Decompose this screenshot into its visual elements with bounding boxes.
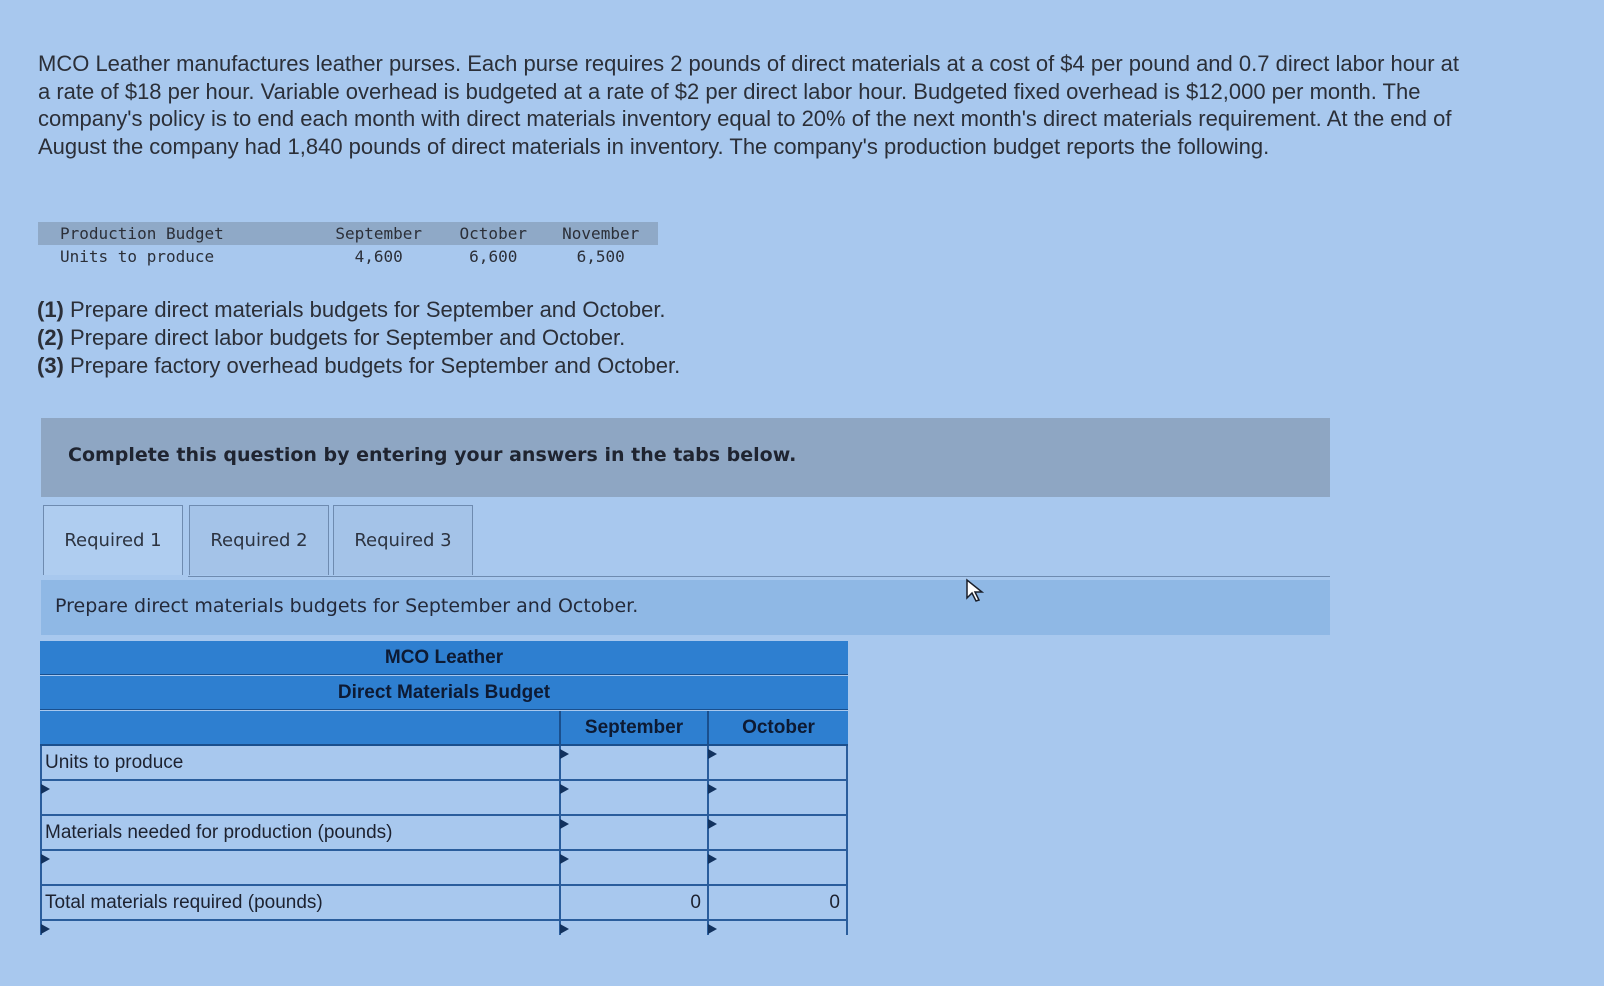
- dropdown-indicator-icon: [708, 819, 717, 829]
- dropdown-indicator-icon: [560, 854, 569, 864]
- dropdown-indicator-icon: [560, 819, 569, 829]
- row-label: Total materials required (pounds): [40, 886, 559, 919]
- tab-required-1[interactable]: Required 1: [43, 505, 183, 575]
- budget-row-blank-1: [40, 781, 848, 816]
- row-label: Materials needed for production (pounds): [40, 816, 559, 849]
- units-september: 4,600: [354, 247, 403, 266]
- mouse-pointer-icon: [965, 578, 985, 604]
- dropdown-indicator-icon: [560, 784, 569, 794]
- dropdown-indicator-icon: [560, 924, 569, 934]
- problem-text: MCO Leather manufactures leather purses. Each purse requires 2 pounds of direct materials at a cost of $4 per pound and 0.7 direct labor hour at a rate of $18 per hour. Variable overhead is budgeted at a rate of $2 per direct labor hour. Budgeted fixed overhead is $12,000 per month. The company's policy is to end each month with direct materials inventory equal to 20% of the next month's direct materials requirement. At the end of August the company had 1,840 pounds of direct materials in inventory. The company's production budget reports the following.: [38, 51, 1460, 159]
- budget-row-total-materials: [40, 886, 848, 921]
- month-october: October: [443, 222, 543, 245]
- banner-text: Complete this question by entering your answers in the tabs below.: [68, 444, 797, 466]
- budget-row-partial: [40, 921, 848, 935]
- production-budget-table: [38, 222, 658, 268]
- dropdown-indicator-icon: [708, 854, 717, 864]
- dropdown-indicator-icon: [708, 784, 717, 794]
- row-2-september-input[interactable]: [561, 781, 707, 814]
- row-4-september-input[interactable]: [561, 851, 707, 884]
- requirement-2: (2) Prepare direct labor budgets for September and October.: [37, 325, 626, 350]
- units-october: 6,600: [469, 247, 518, 266]
- row-4-label-input[interactable]: [45, 852, 559, 885]
- dropdown-indicator-icon: [560, 749, 569, 759]
- total-materials-september: 0: [690, 892, 701, 913]
- instruction-bar: [41, 580, 1330, 635]
- materials-needed-october-input[interactable]: [709, 816, 846, 849]
- production-budget-header: Production Budget: [38, 222, 314, 245]
- row-2-october-input[interactable]: [709, 781, 846, 814]
- units-to-produce-label: Units to produce: [60, 247, 215, 266]
- row-4-october-input[interactable]: [709, 851, 846, 884]
- col-header-october: October: [707, 711, 848, 746]
- instructions-banner: [41, 418, 1330, 497]
- direct-materials-budget: [40, 641, 848, 935]
- units-to-produce-october-input[interactable]: [709, 746, 846, 779]
- dropdown-indicator-icon: [708, 924, 717, 934]
- dropdown-indicator-icon: [41, 784, 50, 794]
- requirement-1: (1) Prepare direct materials budgets for September and October.: [37, 297, 666, 322]
- month-september: September: [314, 222, 443, 245]
- dropdown-indicator-icon: [41, 854, 50, 864]
- total-materials-october: 0: [829, 892, 840, 913]
- row-2-label-input[interactable]: [45, 782, 559, 815]
- budget-row-materials-needed: [40, 816, 848, 851]
- requirement-3: (3) Prepare factory overhead budgets for September and October.: [37, 353, 681, 378]
- row-label: Units to produce: [40, 746, 559, 779]
- instruction-text: Prepare direct materials budgets for September and October.: [55, 595, 639, 617]
- budget-title: Direct Materials Budget: [40, 676, 848, 710]
- budget-row-units-to-produce: [40, 746, 848, 781]
- units-november: 6,500: [576, 247, 625, 266]
- budget-label-header: [40, 711, 559, 746]
- tab-required-3[interactable]: Required 3: [333, 505, 473, 575]
- units-to-produce-september-input[interactable]: [561, 746, 707, 779]
- budget-row-blank-2: [40, 851, 848, 886]
- col-header-september: September: [559, 711, 707, 746]
- materials-needed-september-input[interactable]: [561, 816, 707, 849]
- dropdown-indicator-icon: [41, 924, 50, 934]
- tab-required-2[interactable]: Required 2: [189, 505, 329, 575]
- requirements-list: [37, 296, 680, 380]
- budget-company-name: MCO Leather: [40, 641, 848, 675]
- month-november: November: [543, 222, 658, 245]
- dropdown-indicator-icon: [708, 749, 717, 759]
- tab-divider: [188, 576, 1330, 577]
